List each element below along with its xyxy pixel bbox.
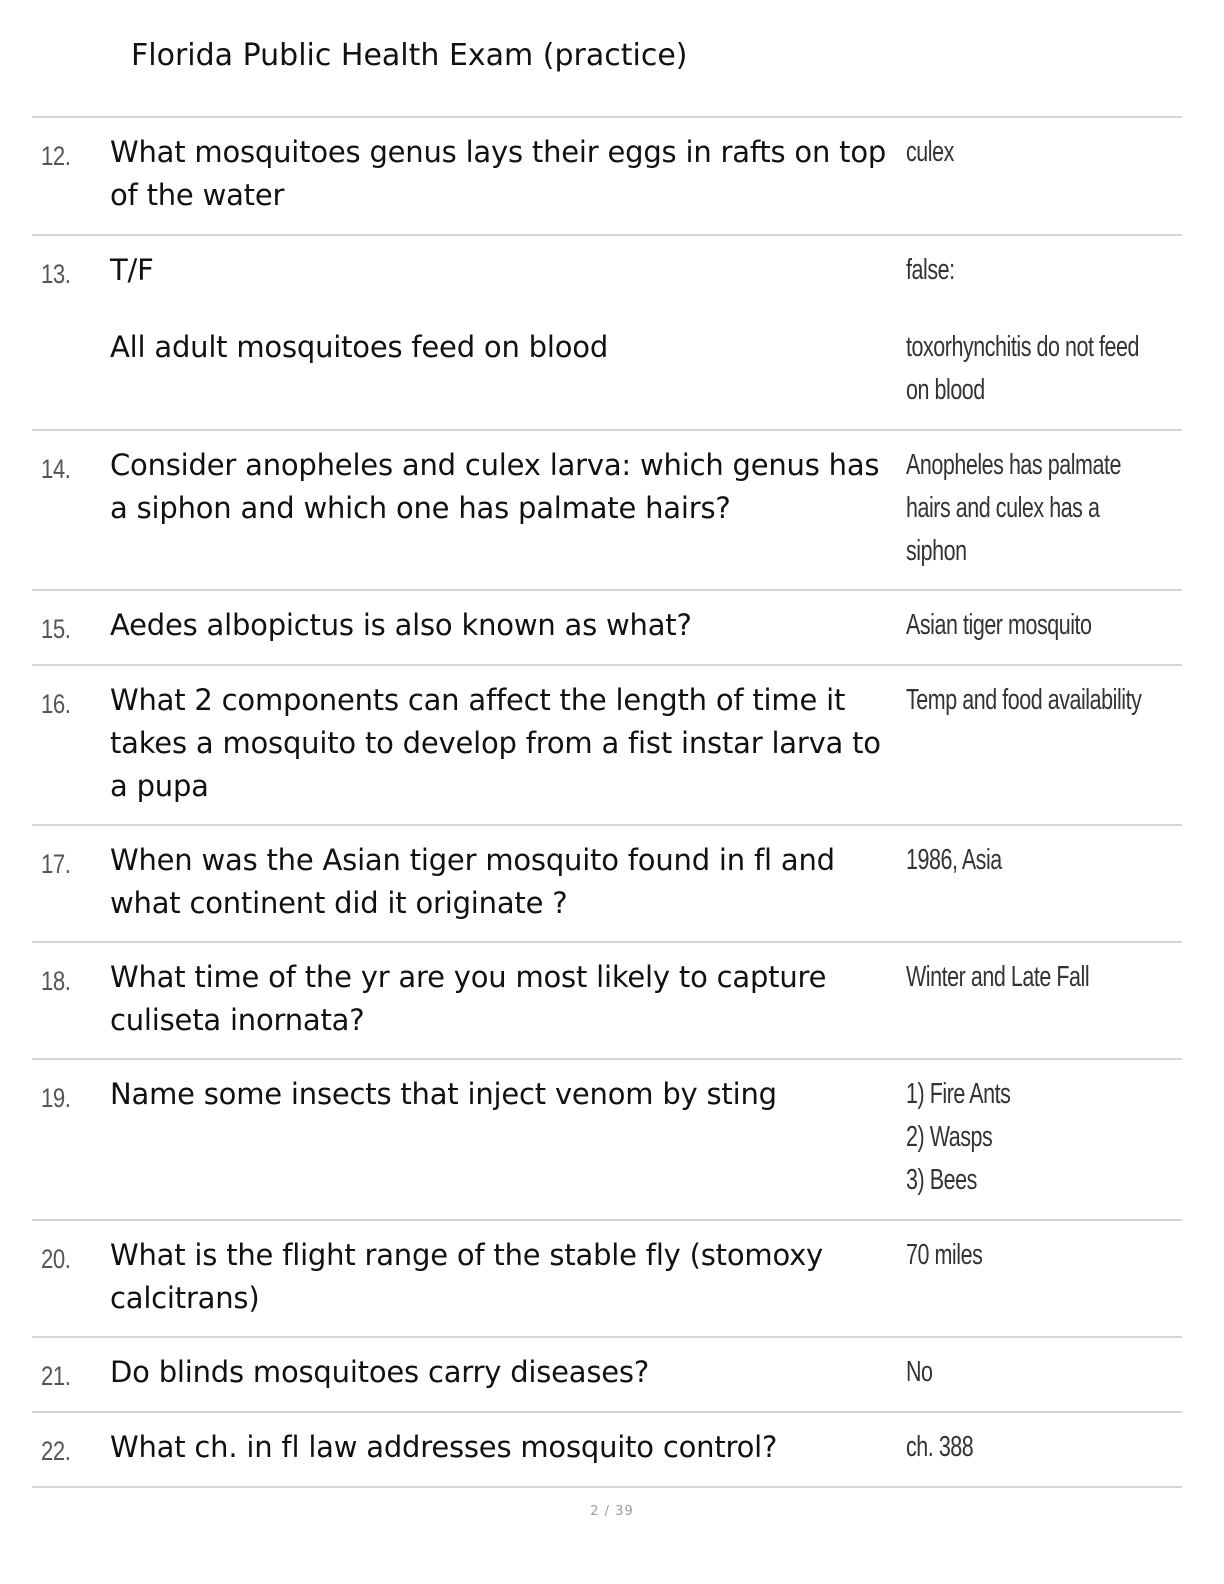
card-number: 20. <box>41 1244 71 1274</box>
term-line: what continent did it originate ? <box>110 886 568 920</box>
card-number: 18. <box>41 966 71 996</box>
term-line: a siphon and which one has palmate hairs? <box>110 491 731 525</box>
term-line: What is the flight range of the stable fly (stomoxy <box>110 1238 824 1272</box>
flashcard-20 <box>32 1221 1182 1338</box>
term-line: Consider anopheles and culex larva: which genus has <box>110 448 880 482</box>
def-line: Winter and Late Fall <box>906 961 1090 993</box>
term-spacer <box>110 292 910 326</box>
card-number: 17. <box>41 849 71 879</box>
card-number: 19. <box>41 1083 71 1113</box>
card-definition <box>906 839 1172 882</box>
card-definition <box>906 1073 1172 1202</box>
card-definition <box>906 956 1172 999</box>
def-line: 2) Wasps <box>906 1121 993 1153</box>
card-number: 13. <box>41 259 71 289</box>
term-line: a pupa <box>110 769 209 803</box>
term-line: culiseta inornata? <box>110 1003 365 1037</box>
card-term <box>110 444 910 530</box>
def-line: culex <box>906 136 954 168</box>
card-definition <box>906 1351 1172 1394</box>
card-term <box>110 679 910 808</box>
card-term <box>110 1073 910 1116</box>
def-line: Temp and food availability <box>906 684 1142 716</box>
card-number: 15. <box>41 614 71 644</box>
term-line: calcitrans) <box>110 1281 260 1315</box>
card-term <box>110 249 910 369</box>
card-number: 14. <box>41 454 71 484</box>
card-definition <box>906 249 1172 412</box>
term-line: What ch. in fl law addresses mosquito control? <box>110 1430 778 1464</box>
term-line: When was the Asian tiger mosquito found in fl and <box>110 843 835 877</box>
flashcard-18 <box>32 943 1182 1060</box>
card-number: 12. <box>41 141 71 171</box>
flashcard-13 <box>32 236 1182 431</box>
def-line: false: <box>906 254 955 286</box>
flashcard-12 <box>32 118 1182 236</box>
card-term <box>110 956 910 1042</box>
card-term <box>110 839 910 925</box>
card-definition <box>906 1234 1172 1277</box>
card-term <box>110 604 910 647</box>
page-counter: 2 / 39 <box>590 1504 634 1519</box>
card-number: 22. <box>41 1436 71 1466</box>
flashcard-14 <box>32 431 1182 591</box>
card-definition <box>906 444 1172 573</box>
card-term <box>110 1351 910 1394</box>
page-title: Florida Public Health Exam (practice) <box>131 38 688 73</box>
def-line: 3) Bees <box>906 1164 977 1196</box>
def-line: No <box>906 1356 933 1388</box>
card-definition <box>906 1426 1172 1469</box>
term-line: T/F <box>110 253 154 287</box>
card-term <box>110 131 910 217</box>
term-line: What time of the yr are you most likely to capture <box>110 960 827 994</box>
card-definition <box>906 131 1172 174</box>
def-line: Anopheles has palmate <box>906 449 1121 481</box>
def-line: on blood <box>906 374 985 406</box>
card-term <box>110 1234 910 1320</box>
def-line: 1) Fire Ants <box>906 1078 1011 1110</box>
def-line: Asian tiger mosquito <box>906 609 1092 641</box>
def-spacer <box>906 292 1172 326</box>
flashcard-22 <box>32 1413 1182 1488</box>
def-line: siphon <box>906 535 967 567</box>
term-line: Do blinds mosquitoes carry diseases? <box>110 1355 650 1389</box>
term-line: Aedes albopictus is also known as what? <box>110 608 692 642</box>
def-line: 70 miles <box>906 1239 983 1271</box>
flashcard-17 <box>32 826 1182 943</box>
card-definition <box>906 604 1172 647</box>
def-line: hairs and culex has a <box>906 492 1100 524</box>
term-line: of the water <box>110 178 285 212</box>
def-line: ch. 388 <box>906 1431 974 1463</box>
term-line: What mosquitoes genus lays their eggs in rafts on top <box>110 135 887 169</box>
term-line: All adult mosquitoes feed on blood <box>110 330 609 364</box>
card-term <box>110 1426 910 1469</box>
card-number: 16. <box>41 689 71 719</box>
flashcard-19 <box>32 1060 1182 1221</box>
flashcard-21 <box>32 1338 1182 1413</box>
def-line: 1986, Asia <box>906 844 1002 876</box>
term-line: Name some insects that inject venom by sting <box>110 1077 777 1111</box>
def-line: toxorhynchitis do not feed <box>906 331 1140 363</box>
flashcard-15 <box>32 591 1182 666</box>
card-number: 21. <box>41 1361 71 1391</box>
term-line: What 2 components can affect the length of time it <box>110 683 846 717</box>
flashcard-16 <box>32 666 1182 826</box>
term-line: takes a mosquito to develop from a fist instar larva to <box>110 726 881 760</box>
card-definition <box>906 679 1172 722</box>
